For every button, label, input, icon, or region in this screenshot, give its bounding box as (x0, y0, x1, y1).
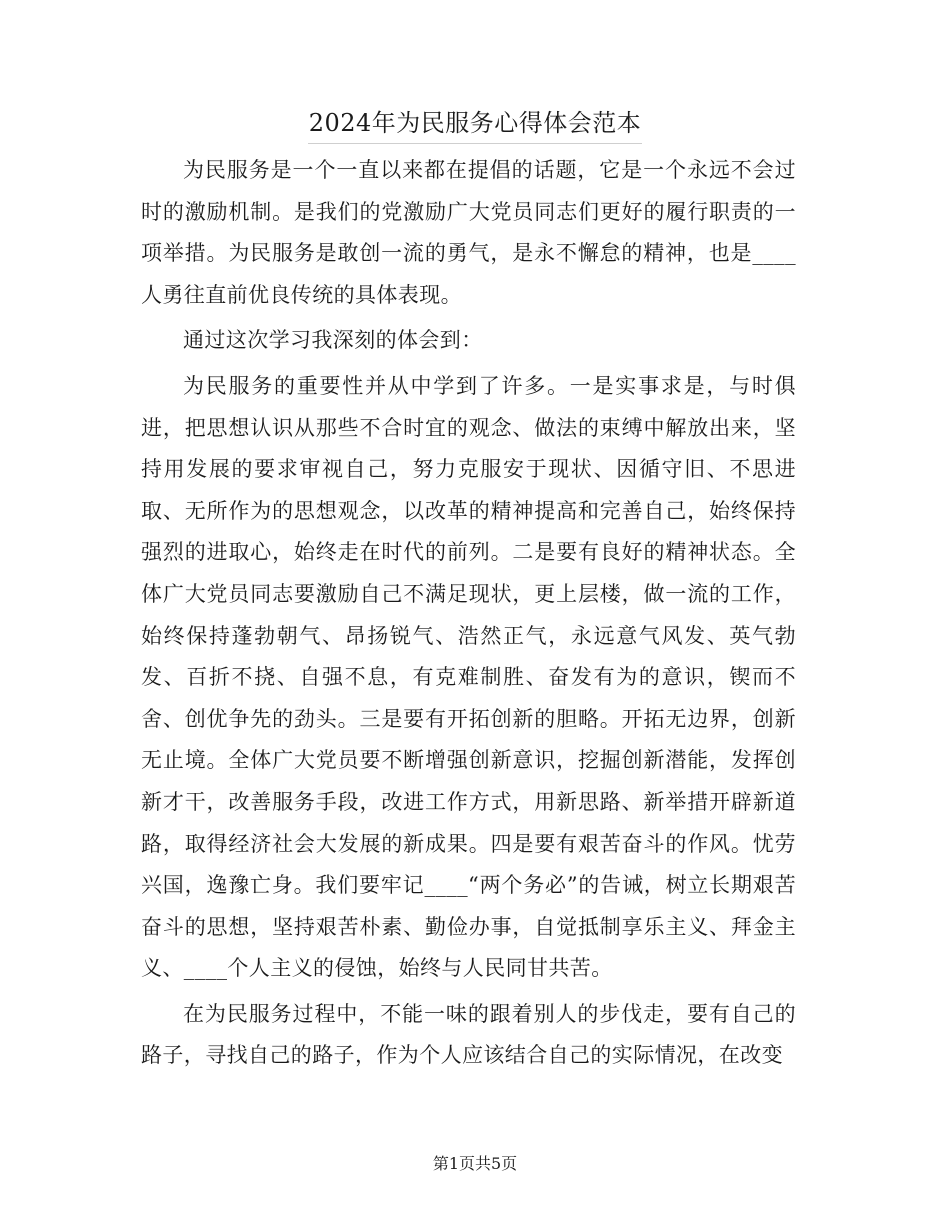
title-underline (308, 143, 642, 144)
paragraph-intro: 为民服务是一个一直以来都在提倡的话题，它是一个永远不会过时的激励机制。是我们的党激励广大党员同志们更好的履行职责的一项举措。为民服务是敢创一流的勇气，是永不懈怠的精神，也是____人勇往直前优良传统的具体表现。 (141, 158, 796, 307)
paragraph-learning: 通过这次学习我深刻的体会到： (183, 328, 483, 353)
paragraph-own-path: 在为民服务过程中，不能一味的跟着别人的步伐走，要有自己的路子，寻找自己的路子，作为个人应该结合自己的实际情况，在改变 (141, 1001, 796, 1068)
paragraph-main-points: 为民服务的重要性并从中学到了许多。一是实事求是，与时俱进，把思想认识从那些不合时宜的观念、做法的束缚中解放出来，坚持用发展的要求审视自己，努力克服安于现状、因循守旧、不思进取、无所作为的思想观念，以改革的精神提高和完善自己，始终保持强烈的进取心，始终走在时代的前列。二是要有良好的精神状态。全体广大党员同志要激励自己不满足现状，更上层楼，做一流的工作，始终保持蓬勃朝气、昂扬锐气、浩然正气，永远意气风发、英气勃发、百折不挠、自强不息，有克难制胜、奋发有为的意识，锲而不舍、创优争先的劲头。三是要有开拓创新的胆略。开拓无边界，创新无止境。全体广大党员要不断增强创新意识，挖掘创新潜能，发挥创新才干，改善服务手段，改进工作方式，用新思路、新举措开辟新道路，取得经济社会大发展的新成果。四是要有艰苦奋斗的作风。忧劳兴国，逸豫亡身。我们要牢记____“两个务必”的告诫，树立长期艰苦奋斗的思想，坚持艰苦朴素、勤俭办事，自觉抵制享乐主义、拜金主义、____个人主义的侵蚀，始终与人民同甘共苦。 (141, 373, 796, 981)
document-body (141, 150, 796, 1077)
document-title: 2024年为民服务心得体会范本 (308, 109, 642, 137)
page-number: 第1页共5页 (432, 1154, 518, 1173)
